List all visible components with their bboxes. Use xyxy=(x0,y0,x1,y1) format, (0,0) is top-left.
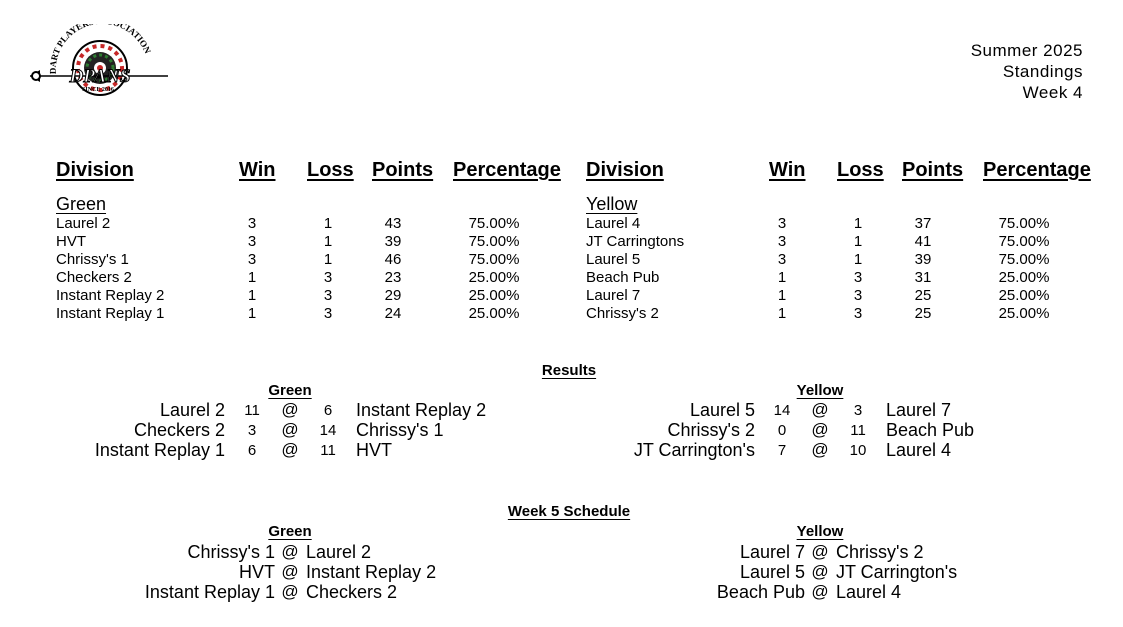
points-value: 25 xyxy=(914,287,932,304)
home-score: 7 xyxy=(777,442,787,459)
header-points: Points xyxy=(372,159,434,181)
home-team: Laurel 2 xyxy=(159,400,225,420)
win-value: 3 xyxy=(777,215,787,232)
at-sign: @ xyxy=(811,542,829,561)
team-name: Beach Pub xyxy=(586,269,660,286)
home-team: Instant Replay 1 xyxy=(144,582,275,602)
loss-value: 1 xyxy=(323,251,333,268)
win-value: 3 xyxy=(247,215,257,232)
away-team: Beach Pub xyxy=(886,420,975,440)
season-line3: Week 4 xyxy=(1022,83,1083,102)
home-team: Laurel 7 xyxy=(739,542,805,562)
header-loss: Loss xyxy=(307,159,354,181)
at-sign: @ xyxy=(811,562,829,581)
percentage-value: 25.00% xyxy=(468,269,520,286)
percentage-value: 25.00% xyxy=(998,269,1050,286)
result-row xyxy=(0,420,1123,440)
table-row xyxy=(0,215,1123,233)
win-value: 1 xyxy=(777,287,787,304)
win-value: 3 xyxy=(247,233,257,250)
percentage-value: 75.00% xyxy=(468,233,520,250)
division-green-label: Green xyxy=(56,194,107,214)
percentage-value: 75.00% xyxy=(468,215,520,232)
away-team: Chrissy's 2 xyxy=(836,542,924,562)
points-value: 23 xyxy=(384,269,402,286)
division-yellow-label: Yellow xyxy=(586,194,638,214)
percentage-value: 75.00% xyxy=(998,251,1050,268)
team-name: Laurel 7 xyxy=(586,287,641,304)
points-value: 37 xyxy=(914,215,932,232)
percentage-value: 25.00% xyxy=(468,305,520,322)
away-team: Chrissy's 1 xyxy=(356,420,444,440)
away-team: Laurel 7 xyxy=(886,400,952,420)
loss-value: 1 xyxy=(853,251,863,268)
team-name: Laurel 2 xyxy=(56,215,111,232)
points-value: 31 xyxy=(914,269,932,286)
home-score: 14 xyxy=(773,402,791,419)
away-score: 11 xyxy=(320,442,336,459)
percentage-value: 75.00% xyxy=(998,215,1050,232)
loss-value: 3 xyxy=(323,287,333,304)
at-sign: @ xyxy=(281,542,299,561)
away-team: Instant Replay 2 xyxy=(306,562,437,582)
loss-value: 3 xyxy=(853,269,863,286)
header-division: Division xyxy=(56,159,134,181)
points-value: 25 xyxy=(914,305,932,322)
loss-value: 3 xyxy=(323,269,333,286)
win-value: 1 xyxy=(777,269,787,286)
schedule-green-label: Green xyxy=(268,523,312,540)
home-score: 6 xyxy=(247,442,257,459)
schedule-title: Week 5 Schedule xyxy=(507,503,631,520)
home-team: Laurel 5 xyxy=(689,400,755,420)
win-value: 3 xyxy=(777,251,787,268)
result-row xyxy=(0,440,1123,460)
away-score: 3 xyxy=(853,402,863,419)
percentage-value: 25.00% xyxy=(998,305,1050,322)
percentage-value: 75.00% xyxy=(998,233,1050,250)
result-row xyxy=(0,400,1123,420)
at-sign: @ xyxy=(811,440,829,459)
header-points: Points xyxy=(902,159,964,181)
schedule-yellow-label: Yellow xyxy=(796,523,844,540)
at-sign: @ xyxy=(811,420,829,439)
loss-value: 1 xyxy=(853,215,863,232)
home-score: 11 xyxy=(244,402,260,419)
away-team: JT Carrington's xyxy=(836,562,958,582)
at-sign: @ xyxy=(811,582,829,601)
schedule-row xyxy=(0,562,1123,582)
team-name: HVT xyxy=(56,233,86,250)
team-name: Instant Replay 2 xyxy=(56,287,165,304)
table-row xyxy=(0,233,1123,251)
loss-value: 3 xyxy=(323,305,333,322)
results-title: Results xyxy=(541,362,597,379)
home-team: Checkers 2 xyxy=(133,420,225,440)
season-line1: Summer 2025 xyxy=(970,41,1083,60)
header-percentage: Percentage xyxy=(453,159,561,181)
away-team: Laurel 4 xyxy=(886,440,952,460)
away-score: 11 xyxy=(850,422,866,439)
results-green-label: Green xyxy=(268,382,312,399)
win-value: 1 xyxy=(247,305,257,322)
loss-value: 3 xyxy=(853,305,863,322)
at-sign: @ xyxy=(281,440,299,459)
home-team: Instant Replay 1 xyxy=(94,440,225,460)
percentage-value: 25.00% xyxy=(998,287,1050,304)
header-division: Division xyxy=(586,159,664,181)
header-loss: Loss xyxy=(837,159,884,181)
header-win: Win xyxy=(769,159,806,181)
away-team: Instant Replay 2 xyxy=(356,400,487,420)
schedule-row xyxy=(0,582,1123,602)
points-value: 46 xyxy=(384,251,402,268)
team-name: Laurel 5 xyxy=(586,251,641,268)
loss-value: 1 xyxy=(853,233,863,250)
home-team: Chrissy's 1 xyxy=(187,542,275,562)
results-yellow-label: Yellow xyxy=(796,382,844,399)
percentage-value: 75.00% xyxy=(468,251,520,268)
away-score: 14 xyxy=(319,422,337,439)
at-sign: @ xyxy=(281,400,299,419)
team-name: Checkers 2 xyxy=(56,269,132,286)
away-team: Laurel 2 xyxy=(306,542,372,562)
points-value: 39 xyxy=(914,251,932,268)
points-value: 39 xyxy=(384,233,402,250)
win-value: 1 xyxy=(247,287,257,304)
win-value: 3 xyxy=(777,233,787,250)
away-team: Checkers 2 xyxy=(306,582,398,602)
at-sign: @ xyxy=(281,562,299,581)
away-score: 10 xyxy=(849,442,867,459)
table-row xyxy=(0,251,1123,269)
points-value: 29 xyxy=(384,287,402,304)
at-sign: @ xyxy=(281,420,299,439)
season-title xyxy=(971,40,1083,103)
points-value: 41 xyxy=(914,233,932,250)
win-value: 1 xyxy=(247,269,257,286)
home-team: Laurel 5 xyxy=(739,562,805,582)
schedule-row xyxy=(0,542,1123,562)
logo-arc-text: DART PLAYE CIATION xyxy=(47,24,153,75)
table-row xyxy=(0,305,1123,323)
away-score: 6 xyxy=(323,402,333,419)
table-row xyxy=(0,269,1123,287)
logo-since: SINCE 2016 xyxy=(82,87,114,93)
win-value: 3 xyxy=(247,251,257,268)
logo-name: DPANS xyxy=(69,66,131,87)
points-value: 24 xyxy=(384,305,402,322)
win-value: 1 xyxy=(777,305,787,322)
dartboard-icon xyxy=(26,24,172,96)
team-name: JT Carringtons xyxy=(586,233,685,250)
season-line2: Standings xyxy=(1002,62,1083,81)
away-team: HVT xyxy=(356,440,392,460)
at-sign: @ xyxy=(811,400,829,419)
home-team: Chrissy's 2 xyxy=(667,420,755,440)
dpans-logo xyxy=(26,24,172,96)
points-value: 43 xyxy=(384,215,402,232)
home-score: 3 xyxy=(247,422,257,439)
home-team: JT Carrington's xyxy=(633,440,755,460)
loss-value: 1 xyxy=(323,215,333,232)
team-name: Instant Replay 1 xyxy=(56,305,165,322)
away-team: Laurel 4 xyxy=(836,582,902,602)
home-team: HVT xyxy=(239,562,275,582)
at-sign: @ xyxy=(281,582,299,601)
table-row xyxy=(0,287,1123,305)
header-percentage: Percentage xyxy=(983,159,1091,181)
team-name: Chrissy's 2 xyxy=(586,305,659,322)
header-win: Win xyxy=(239,159,276,181)
loss-value: 3 xyxy=(853,287,863,304)
percentage-value: 25.00% xyxy=(468,287,520,304)
team-name: Chrissy's 1 xyxy=(56,251,129,268)
team-name: Laurel 4 xyxy=(586,215,641,232)
loss-value: 1 xyxy=(323,233,333,250)
home-score: 0 xyxy=(777,422,787,439)
home-team: Beach Pub xyxy=(716,582,805,602)
